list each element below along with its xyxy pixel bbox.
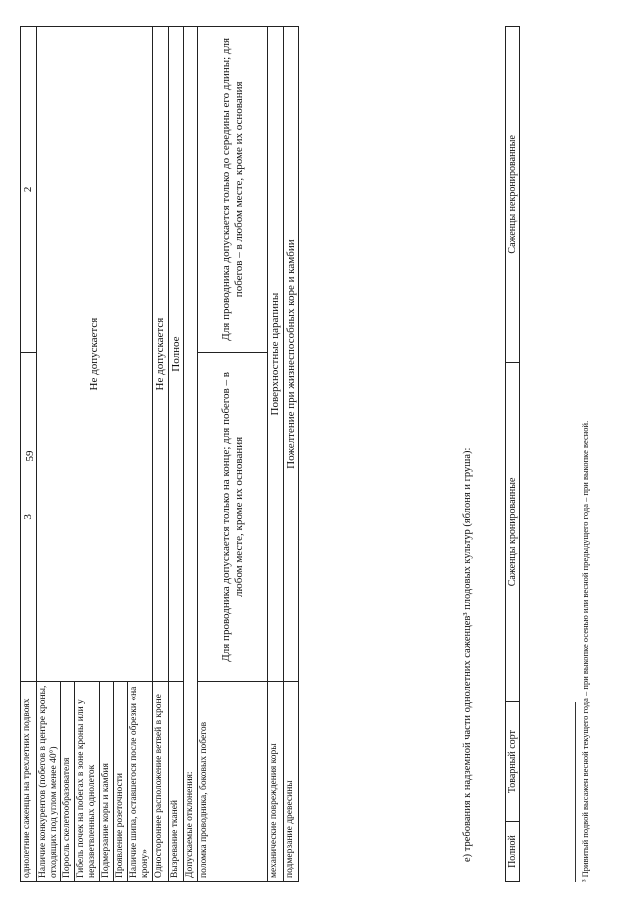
- row-label: однолетние саженцы на трехлетних подвоях: [21, 682, 37, 882]
- header-cell: Саженцы некронированные: [506, 27, 520, 363]
- section-label: Допускаемые отклонения:: [184, 27, 198, 882]
- one-sided-value: Не допускается: [152, 27, 168, 682]
- table-row: [152, 27, 168, 882]
- table-row: [283, 27, 299, 882]
- header-cell: Саженцы кронированные: [506, 362, 520, 702]
- column-header-3: 3: [21, 352, 37, 682]
- table-caption: е) требования к надземной части однолетних саженцев³ плодовых культур (яблоня и груша):: [462, 447, 473, 862]
- table-row: [184, 27, 198, 882]
- table-row: [198, 27, 268, 882]
- table-row: [506, 27, 520, 882]
- row-label: Наличие шипа, оставшегося после обрезки «на крону»: [128, 682, 153, 882]
- header-table: [505, 26, 520, 882]
- row-label: Наличие конкурентов (побегов в центре кроны, отходящих под углом менее 40°): [36, 682, 61, 882]
- row-label: Одностороннее расположение ветвей в кроне: [152, 682, 168, 882]
- mech-damage-value: Поверхностные царапины: [268, 27, 284, 682]
- table-row: [168, 27, 184, 882]
- rotated-content: [20, 22, 620, 882]
- page-number: 59: [24, 450, 36, 462]
- footnote: ³ Привитый подвой высажен весной текущего года – при выкопке осенью или весной предыдущего года – при выкопке весной.: [580, 420, 590, 882]
- row-label: Подмерзание коры и камбия: [100, 682, 114, 882]
- merged-value-cell: Не допускается: [36, 27, 152, 682]
- column-header-2: 2: [21, 27, 37, 353]
- footnote-divider: [575, 702, 576, 882]
- row-label: поломка проводника, боковых побегов: [198, 682, 268, 882]
- breakage-col3: Для проводника допускается только на конце; для побегов – в любом месте, кроме их основания: [198, 352, 268, 682]
- row-label: механические повреждения коры: [268, 682, 284, 882]
- row-label: подмерзание древесины: [283, 682, 299, 882]
- table-row: [268, 27, 284, 882]
- row-label: Поросль скелетообразователя: [61, 682, 75, 882]
- requirements-table: [20, 26, 299, 882]
- breakage-col2: Для проводника допускается только до середины его длины; для побегов – в любом месте, кроме их основания: [198, 27, 268, 353]
- row-label: Вызревание тканей: [168, 682, 184, 882]
- row-label: Гибель почек на побегах в зоне кроны или у неразветвленных однолеток: [75, 682, 100, 882]
- header-cell: Товарный сорт: [506, 702, 520, 822]
- header-cell: Полной: [506, 822, 520, 882]
- table-row: [36, 27, 61, 882]
- maturation-value: Полное: [168, 27, 184, 682]
- row-label: Проявление розеточности: [114, 682, 128, 882]
- frost-wood-value: Пожелтение при жизнеспособных коре и камбии: [283, 27, 299, 682]
